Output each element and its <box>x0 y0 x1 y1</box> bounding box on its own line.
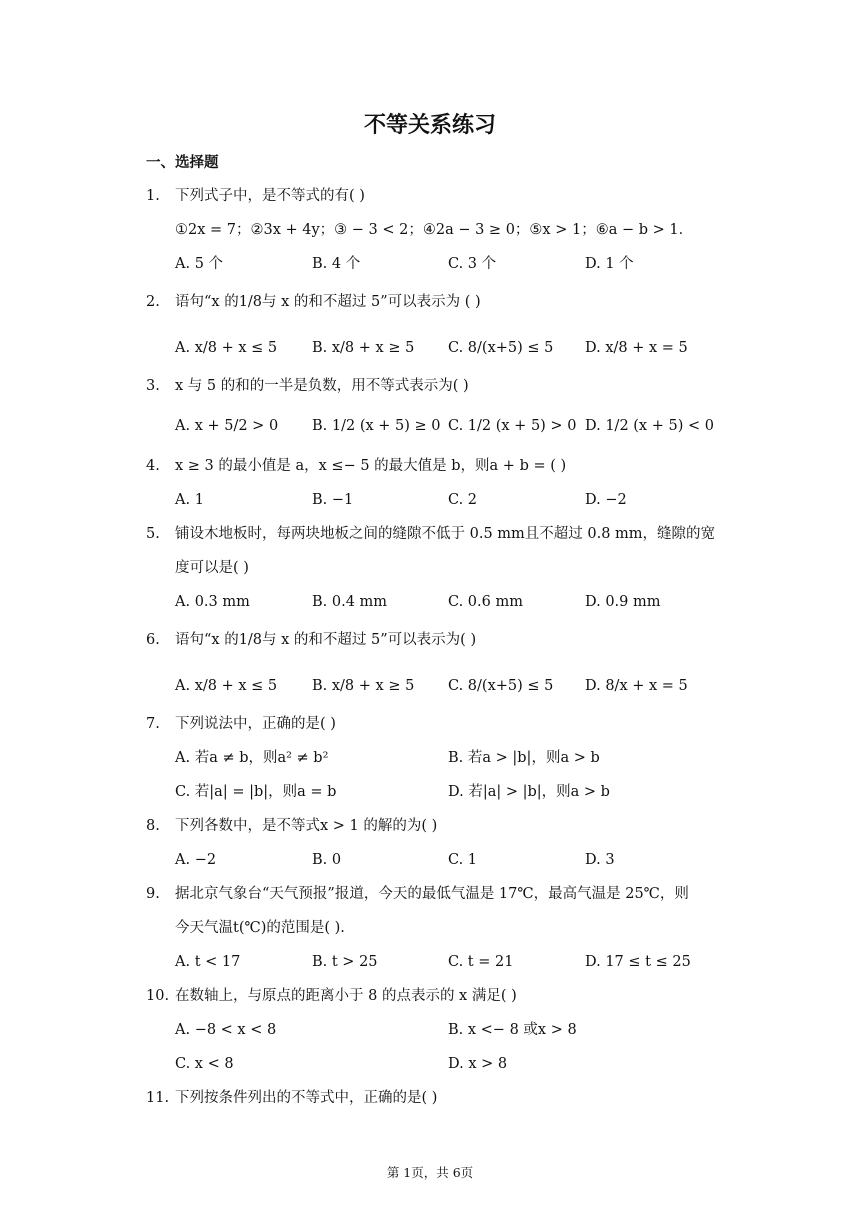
question-text: 度可以是( ) <box>175 560 249 576</box>
option-a: A. t < 17 <box>175 954 241 970</box>
option-c: C. x < 8 <box>175 1056 234 1072</box>
option-c: C. 1 <box>448 852 478 868</box>
question-number: 11. <box>146 1090 170 1106</box>
option-b: B. 4 个 <box>312 256 361 272</box>
question-number: 1. <box>146 188 160 204</box>
option-c: C. 3 个 <box>448 256 497 272</box>
question-text: 下列按条件列出的不等式中，正确的是( ) <box>175 1090 438 1106</box>
option-c: C. 若|a| = |b|，则a = b <box>175 784 337 800</box>
option-a: A. 0.3 mm <box>175 594 250 610</box>
option-c: C. t = 21 <box>448 954 514 970</box>
option-b: B. −1 <box>312 492 354 508</box>
question-number: 3. <box>146 378 160 394</box>
question-text: 语句“x 的1/8与 x 的和不超过 5”可以表示为( ) <box>175 632 477 648</box>
question-text: 据北京气象台“天气预报”报道，今天的最低气温是 17℃，最高气温是 25℃，则 <box>175 886 689 902</box>
question-text: x ≥ 3 的最小值是 a，x ≤− 5 的最大值是 b，则a + b = ( ) <box>175 458 567 474</box>
question-number: 8. <box>146 818 160 834</box>
option-d: D. 1 个 <box>585 256 634 272</box>
option-d: D. 3 <box>585 852 615 868</box>
question-text: 下列说法中，正确的是( ) <box>175 716 336 732</box>
option-c: C. 8/(x+5) ≤ 5 <box>448 678 554 694</box>
option-b: B. t > 25 <box>312 954 378 970</box>
option-b: B. 1/2 (x + 5) ≥ 0 <box>312 418 441 434</box>
option-d: D. x > 8 <box>448 1056 508 1072</box>
question-text: 今天气温t(℃)的范围是( ). <box>175 920 345 936</box>
option-d: D. x/8 + x = 5 <box>585 340 688 356</box>
option-a: A. 5 个 <box>175 256 224 272</box>
option-a: A. −8 < x < 8 <box>175 1022 277 1038</box>
question-number: 5. <box>146 526 160 542</box>
option-b: B. 0 <box>312 852 342 868</box>
question-text: 下列各数中，是不等式x > 1 的解的为( ) <box>175 818 438 834</box>
option-a: A. 若a ≠ b，则a² ≠ b² <box>175 750 329 766</box>
question-number: 10. <box>146 988 170 1004</box>
option-a: A. −2 <box>175 852 217 868</box>
option-a: A. x + 5/2 > 0 <box>175 418 279 434</box>
question-number: 9. <box>146 886 160 902</box>
option-b: B. 0.4 mm <box>312 594 388 610</box>
question-text: ①2x = 7；②3x + 4y；③ − 3 < 2；④2a − 3 ≥ 0；⑤x > 1；⑥a − b > 1． <box>175 222 694 238</box>
question-text: 下列式子中，是不等式的有( ) <box>175 188 365 204</box>
option-c: C. 0.6 mm <box>448 594 523 610</box>
option-d: D. −2 <box>585 492 627 508</box>
question-text: 语句“x 的1/8与 x 的和不超过 5”可以表示为 ( ) <box>175 294 481 310</box>
page-title: 不等关系练习 <box>363 113 496 138</box>
option-a: A. x/8 + x ≤ 5 <box>175 340 278 356</box>
option-b: B. x/8 + x ≥ 5 <box>312 340 415 356</box>
option-d: D. 若|a| > |b|，则a > b <box>448 784 610 800</box>
option-c: C. 1/2 (x + 5) > 0 <box>448 418 577 434</box>
option-a: A. 1 <box>175 492 204 508</box>
option-d: D. 17 ≤ t ≤ 25 <box>585 954 691 970</box>
question-number: 2. <box>146 294 160 310</box>
option-b: B. x <− 8 或x > 8 <box>448 1022 577 1038</box>
section-heading: 一、选择题 <box>146 155 219 171</box>
option-b: B. x/8 + x ≥ 5 <box>312 678 415 694</box>
option-d: D. 8/x + x = 5 <box>585 678 688 694</box>
option-b: B. 若a > |b|，则a > b <box>448 750 600 766</box>
question-number: 4. <box>146 458 160 474</box>
question-number: 6. <box>146 632 160 648</box>
question-text: x 与 5 的和的一半是负数，用不等式表示为( ) <box>175 378 469 394</box>
option-d: D. 1/2 (x + 5) < 0 <box>585 418 714 434</box>
question-number: 7. <box>146 716 160 732</box>
question-text: 在数轴上，与原点的距离小于 8 的点表示的 x 满足( ) <box>175 988 517 1004</box>
option-c: C. 8/(x+5) ≤ 5 <box>448 340 554 356</box>
question-text: 铺设木地板时，每两块地板之间的缝隙不低于 0.5 mm且不超过 0.8 mm，缝隙的宽 <box>175 526 716 542</box>
option-a: A. x/8 + x ≤ 5 <box>175 678 278 694</box>
option-c: C. 2 <box>448 492 478 508</box>
option-d: D. 0.9 mm <box>585 594 661 610</box>
page-footer: 第 1页，共 6页 <box>386 1165 474 1180</box>
